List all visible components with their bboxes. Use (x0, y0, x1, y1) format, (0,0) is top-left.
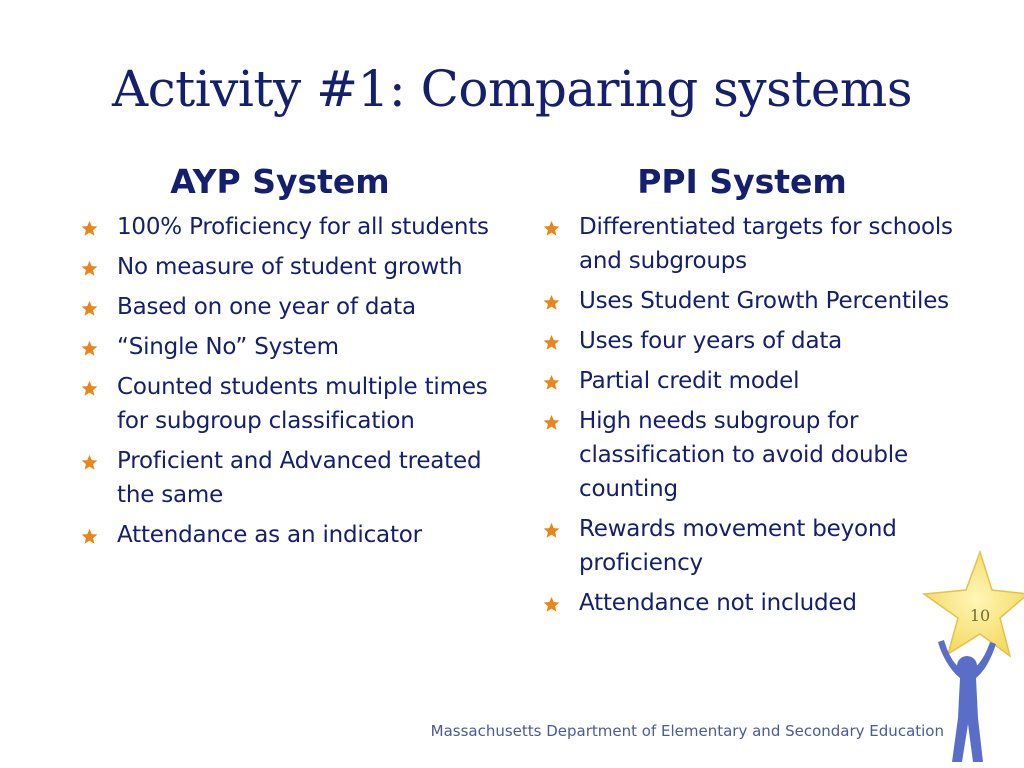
star-icon (81, 340, 98, 357)
star-icon (81, 380, 98, 397)
list-item-text: Attendance as an indicator (117, 522, 422, 548)
star-icon (81, 528, 98, 545)
list-item (78, 518, 498, 552)
star-icon (543, 294, 560, 311)
list-item-text: 100% Proficiency for all students (117, 214, 489, 240)
list-item (78, 290, 498, 324)
list-item-text: Attendance not included (579, 590, 857, 616)
list-item (540, 210, 960, 278)
star-icon (543, 522, 560, 539)
ppi-heading: PPI System (637, 162, 847, 201)
slide-title: Activity #1: Comparing systems (111, 60, 912, 118)
list-item-text: Counted students multiple times for subgroup classification (117, 374, 488, 434)
list-item (540, 512, 960, 580)
list-item (78, 444, 498, 512)
list-item-text: Uses Student Growth Percentiles (579, 288, 949, 314)
list-item-text: No measure of student growth (117, 254, 463, 280)
star-icon (543, 374, 560, 391)
list-item (78, 250, 498, 284)
list-item-text: “Single No” System (117, 334, 339, 360)
list-item (540, 324, 960, 358)
ayp-list (78, 210, 498, 552)
star-person-icon (918, 548, 1024, 768)
star-icon (81, 260, 98, 277)
star-icon (81, 454, 98, 471)
list-item (540, 364, 960, 398)
star-icon (543, 596, 560, 613)
list-item (78, 370, 498, 438)
footer-text: Massachusetts Department of Elementary and Secondary Education (430, 722, 944, 740)
ayp-heading: AYP System (170, 162, 390, 201)
star-icon (81, 300, 98, 317)
star-icon (81, 220, 98, 237)
ayp-column (78, 160, 498, 558)
star-icon (543, 414, 560, 431)
star-icon (543, 220, 560, 237)
star-icon (543, 334, 560, 351)
list-item-text: Based on one year of data (117, 294, 416, 320)
list-item-text: Proficient and Advanced treated the same (117, 448, 482, 508)
list-item (540, 586, 960, 620)
list-item (540, 284, 960, 318)
list-item (540, 404, 960, 506)
ppi-column (540, 160, 960, 626)
list-item-text: Partial credit model (579, 368, 800, 394)
list-item (78, 210, 498, 244)
ppi-list (540, 210, 960, 620)
list-item-text: High needs subgroup for classification to avoid double counting (579, 408, 908, 502)
list-item-text: Differentiated targets for schools and subgroups (579, 214, 953, 274)
list-item (78, 330, 498, 364)
page-number: 10 (969, 606, 991, 625)
list-item-text: Uses four years of data (579, 328, 843, 354)
list-item-text: Rewards movement beyond proficiency (579, 516, 897, 576)
